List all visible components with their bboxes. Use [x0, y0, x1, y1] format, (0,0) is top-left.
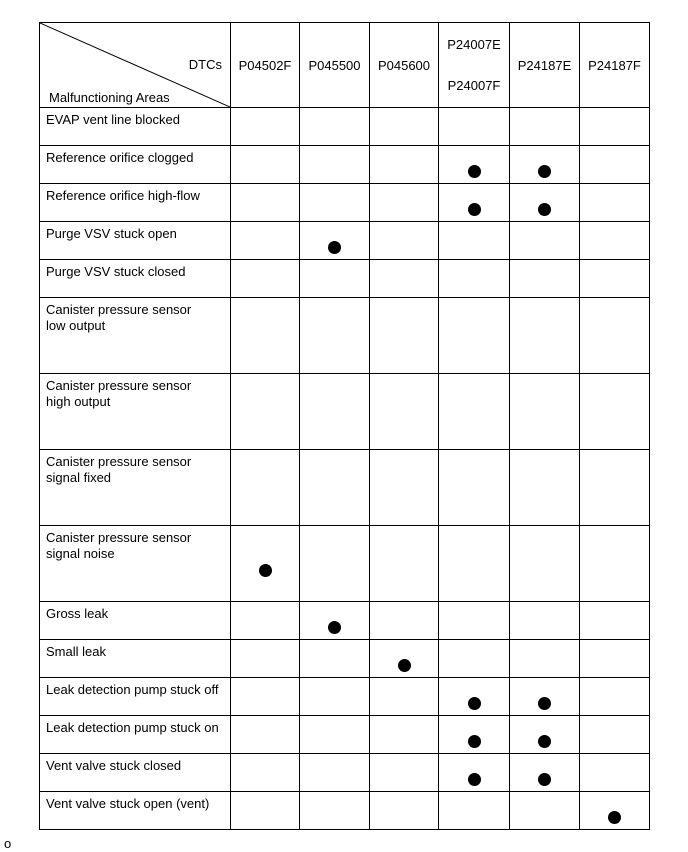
- dtc-mark-cell: [580, 108, 650, 146]
- dtc-mark-cell: [580, 716, 650, 754]
- footer-note: o: [4, 836, 12, 851]
- dtc-mark-cell: [510, 184, 580, 222]
- area-text-line: signal noise: [46, 546, 115, 561]
- applicable-dot-icon: [608, 811, 621, 824]
- dtc-mark-cell: [231, 374, 300, 450]
- dtc-column-header: [580, 23, 650, 108]
- area-text-line: Canister pressure sensor: [46, 454, 192, 469]
- dtc-mark-cell: [510, 298, 580, 374]
- dtc-mark-cell: [370, 222, 439, 260]
- malfunction-area-cell: [40, 754, 231, 792]
- applicable-dot-icon: [398, 659, 411, 672]
- dtc-mark-cell: [370, 678, 439, 716]
- dtc-mark-cell: [510, 602, 580, 640]
- area-text-line: signal fixed: [46, 470, 112, 485]
- applicable-dot-icon: [538, 203, 551, 216]
- area-text: Leak detection pump stuck on: [46, 720, 219, 735]
- table-row: [40, 298, 650, 374]
- table-row: [40, 450, 650, 526]
- dtc-matrix-table: [39, 22, 650, 830]
- dtc-mark-cell: [439, 640, 510, 678]
- dtc-mark-cell: [300, 526, 370, 602]
- table-row: [40, 146, 650, 184]
- dtc-mark-cell: [300, 450, 370, 526]
- malfunction-area-cell: [40, 146, 231, 184]
- dtc-mark-cell: [510, 108, 580, 146]
- dtc-mark-cell: [510, 754, 580, 792]
- applicable-dot-icon: [468, 203, 481, 216]
- dtc-mark-cell: [510, 222, 580, 260]
- dtc-mark-cell: [231, 602, 300, 640]
- malfunction-area-cell: [40, 260, 231, 298]
- table-row: [40, 640, 650, 678]
- dtc-mark-cell: [370, 298, 439, 374]
- malfunction-area-cell: [40, 298, 231, 374]
- area-text-line: Canister pressure sensor: [46, 530, 192, 545]
- dtc-mark-cell: [580, 602, 650, 640]
- dtc-mark-cell: [370, 374, 439, 450]
- dtc-column-header: [300, 23, 370, 108]
- dtc-mark-cell: [300, 146, 370, 184]
- malfunction-area-cell: [40, 678, 231, 716]
- table-row: [40, 260, 650, 298]
- corner-header-cell: [40, 23, 231, 108]
- dtc-mark-cell: [580, 640, 650, 678]
- dtc-mark-cell: [300, 374, 370, 450]
- malfunction-area-cell: [40, 184, 231, 222]
- dtc-mark-cell: [580, 374, 650, 450]
- area-text: Vent valve stuck open (vent): [46, 796, 210, 811]
- dtc-mark-cell: [231, 108, 300, 146]
- dtc-column-header: [510, 23, 580, 108]
- malfunction-area-cell: [40, 640, 231, 678]
- malfunction-area-cell: [40, 374, 231, 450]
- table-row: [40, 222, 650, 260]
- dtc-mark-cell: [510, 450, 580, 526]
- table-row: [40, 792, 650, 830]
- area-text: Small leak: [46, 644, 106, 659]
- dtc-mark-cell: [580, 184, 650, 222]
- applicable-dot-icon: [468, 165, 481, 178]
- dtc-mark-cell: [300, 754, 370, 792]
- applicable-dot-icon: [538, 735, 551, 748]
- dtc-mark-cell: [370, 602, 439, 640]
- area-text-line: Canister pressure sensor: [46, 378, 192, 393]
- dtc-column-header: [231, 23, 300, 108]
- dtc-mark-cell: [300, 602, 370, 640]
- dtc-mark-cell: [510, 792, 580, 830]
- dtc-mark-cell: [370, 716, 439, 754]
- table-row: [40, 716, 650, 754]
- dtc-mark-cell: [370, 146, 439, 184]
- area-text: Gross leak: [46, 606, 109, 621]
- applicable-dot-icon: [468, 697, 481, 710]
- dtc-mark-cell: [439, 526, 510, 602]
- dtc-mark-cell: [439, 146, 510, 184]
- dtc-mark-cell: [231, 450, 300, 526]
- dtc-mark-cell: [580, 792, 650, 830]
- applicable-dot-icon: [538, 773, 551, 786]
- table-row: [40, 678, 650, 716]
- dtc-mark-cell: [439, 602, 510, 640]
- dtc-mark-cell: [580, 754, 650, 792]
- dtc-mark-cell: [439, 260, 510, 298]
- dtc-mark-cell: [580, 678, 650, 716]
- area-text: Reference orifice high-flow: [46, 188, 200, 203]
- dtc-code: P24187F: [588, 57, 641, 73]
- dtc-mark-cell: [231, 526, 300, 602]
- dtc-mark-cell: [439, 222, 510, 260]
- malfunctioning-areas-label: Malfunctioning Areas: [49, 90, 170, 105]
- dtc-mark-cell: [300, 108, 370, 146]
- table-row: [40, 184, 650, 222]
- malfunction-area-cell: [40, 450, 231, 526]
- dtc-mark-cell: [510, 640, 580, 678]
- dtc-mark-cell: [231, 678, 300, 716]
- area-text: EVAP vent line blocked: [46, 112, 180, 127]
- dtc-mark-cell: [439, 678, 510, 716]
- dtc-mark-cell: [300, 298, 370, 374]
- dtc-column-header: [439, 23, 510, 108]
- dtc-code: P24007F: [447, 78, 501, 93]
- dtc-mark-cell: [300, 792, 370, 830]
- table-row: [40, 374, 650, 450]
- dtc-mark-cell: [300, 222, 370, 260]
- area-text-line: low output: [46, 318, 106, 333]
- dtc-mark-cell: [580, 146, 650, 184]
- dtc-code: P045500: [308, 57, 361, 73]
- dtcs-label: DTCs: [188, 57, 222, 72]
- dtc-mark-cell: [439, 374, 510, 450]
- area-text: Purge VSV stuck closed: [46, 264, 186, 279]
- dtc-mark-cell: [580, 526, 650, 602]
- applicable-dot-icon: [328, 621, 341, 634]
- dtc-mark-cell: [510, 374, 580, 450]
- dtc-mark-cell: [231, 298, 300, 374]
- malfunction-area-cell: [40, 526, 231, 602]
- dtc-mark-cell: [370, 184, 439, 222]
- malfunction-area-cell: [40, 222, 231, 260]
- dtc-column-header: [370, 23, 439, 108]
- dtc-mark-cell: [510, 678, 580, 716]
- applicable-dot-icon: [468, 773, 481, 786]
- area-text-line: Canister pressure sensor: [46, 302, 192, 317]
- dtc-mark-cell: [231, 146, 300, 184]
- dtc-code: P24007E: [447, 37, 501, 52]
- dtc-mark-cell: [300, 184, 370, 222]
- malfunction-area-cell: [40, 716, 231, 754]
- dtc-mark-cell: [439, 184, 510, 222]
- dtc-code: P045600: [377, 57, 431, 73]
- dtc-code: P24187E: [517, 57, 572, 73]
- malfunction-area-cell: [40, 792, 231, 830]
- applicable-dot-icon: [468, 735, 481, 748]
- dtc-mark-cell: [231, 640, 300, 678]
- dtc-mark-cell: [439, 108, 510, 146]
- malfunction-area-cell: [40, 108, 231, 146]
- area-text: Leak detection pump stuck off: [46, 682, 219, 697]
- dtc-mark-cell: [300, 260, 370, 298]
- dtc-mark-cell: [370, 640, 439, 678]
- dtc-mark-cell: [510, 260, 580, 298]
- dtc-code: P04502F: [238, 57, 292, 73]
- area-text: Purge VSV stuck open: [46, 226, 177, 241]
- dtc-mark-cell: [580, 450, 650, 526]
- dtc-mark-cell: [580, 260, 650, 298]
- dtc-mark-cell: [439, 792, 510, 830]
- table-row: [40, 526, 650, 602]
- area-text-line: high output: [46, 394, 111, 409]
- dtc-mark-cell: [300, 640, 370, 678]
- dtc-mark-cell: [510, 146, 580, 184]
- applicable-dot-icon: [538, 697, 551, 710]
- dtc-mark-cell: [300, 678, 370, 716]
- dtc-mark-cell: [300, 716, 370, 754]
- dtc-mark-cell: [370, 260, 439, 298]
- applicable-dot-icon: [538, 165, 551, 178]
- table-row: [40, 108, 650, 146]
- dtc-mark-cell: [231, 184, 300, 222]
- header-row: [40, 23, 650, 108]
- table-row: [40, 602, 650, 640]
- dtc-mark-cell: [231, 792, 300, 830]
- applicable-dot-icon: [328, 241, 341, 254]
- dtc-mark-cell: [231, 716, 300, 754]
- dtc-mark-cell: [439, 716, 510, 754]
- applicable-dot-icon: [259, 564, 272, 577]
- dtc-mark-cell: [370, 526, 439, 602]
- dtc-mark-cell: [231, 260, 300, 298]
- dtc-mark-cell: [370, 754, 439, 792]
- area-text: Reference orifice clogged: [46, 150, 194, 165]
- area-text: Vent valve stuck closed: [46, 758, 182, 773]
- dtc-mark-cell: [370, 108, 439, 146]
- dtc-mark-cell: [580, 222, 650, 260]
- dtc-mark-cell: [439, 754, 510, 792]
- dtc-mark-cell: [370, 450, 439, 526]
- table-row: [40, 754, 650, 792]
- dtc-mark-cell: [231, 754, 300, 792]
- dtc-mark-cell: [439, 450, 510, 526]
- dtc-mark-cell: [370, 792, 439, 830]
- dtc-mark-cell: [231, 222, 300, 260]
- dtc-mark-cell: [580, 298, 650, 374]
- dtc-mark-cell: [510, 526, 580, 602]
- dtc-mark-cell: [510, 716, 580, 754]
- dtc-mark-cell: [439, 298, 510, 374]
- malfunction-area-cell: [40, 602, 231, 640]
